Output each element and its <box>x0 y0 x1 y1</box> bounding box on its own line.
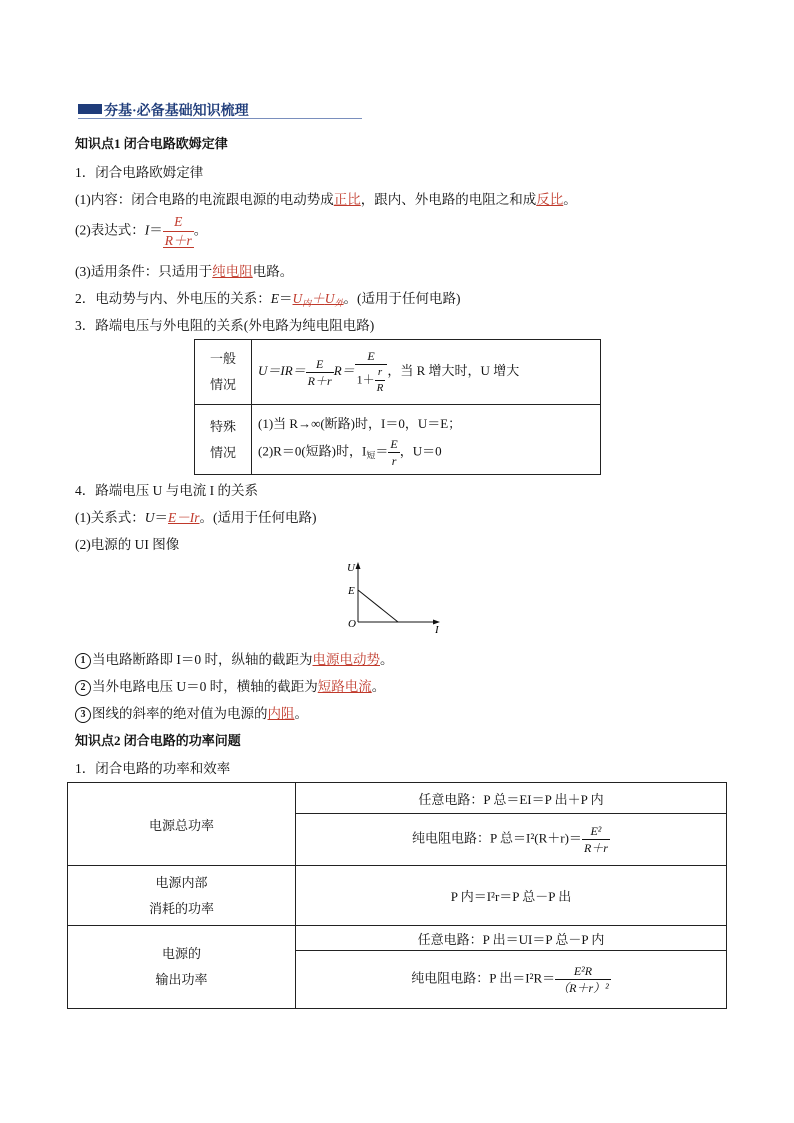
answer-inverse-ratio: 反比 <box>536 192 564 207</box>
label-line: 输出功率 <box>155 972 208 987</box>
expr-numerator: E <box>174 214 183 229</box>
expr-denominator: R＋r <box>164 232 192 248</box>
fraction-numerator: E <box>316 356 324 371</box>
inner-fraction <box>375 367 386 394</box>
output-power-label <box>68 926 296 1009</box>
kp1-title: 知识点1 闭合电路欧姆定律 <box>75 136 228 151</box>
kp1-graph-caption: (2)电源的 UI 图像 <box>75 537 180 552</box>
cell-text: 纯电阻电路：P 总＝I²(R＋r)＝ <box>412 830 582 846</box>
inner-denominator: R <box>376 382 384 394</box>
kp1-relation <box>75 506 317 526</box>
ui-graph <box>340 558 450 638</box>
power-table <box>67 782 727 1009</box>
cell-fraction <box>582 825 610 854</box>
table-row <box>195 340 601 405</box>
output-power-any-circuit: 任意电路：P 出＝UI＝P 总－P 内 <box>296 926 727 951</box>
note-text: 。 <box>294 706 308 721</box>
expr-eq: ＝ <box>149 222 163 238</box>
kp1-s2 <box>75 287 461 309</box>
s2-plus: ＋ <box>311 291 325 306</box>
table-row <box>68 866 727 926</box>
inner-numerator: r <box>377 366 383 378</box>
header-line: 一般 <box>209 351 236 366</box>
rel-eq: ＝ <box>154 510 168 525</box>
fraction-numerator: E <box>390 436 398 451</box>
label-line: 消耗的功率 <box>148 900 214 916</box>
line-eq: ＝ <box>375 442 389 458</box>
fraction-denominator: R＋r <box>307 373 332 388</box>
s2-text: 2．电动势与内、外电压的关系： <box>75 291 271 306</box>
kp2-title: 知识点2 闭合电路的功率问题 <box>75 733 241 748</box>
cond-text: (3)适用条件：只适用于 <box>75 264 213 279</box>
fraction-denominator: （R＋r）² <box>557 981 609 995</box>
s2-u-sub: 内 <box>302 298 312 308</box>
content-text: 。 <box>563 192 577 207</box>
table-row <box>68 783 727 814</box>
section-header-title: 夯基·必备基础知识梳理 <box>104 104 249 119</box>
total-power-label: 电源总功率 <box>68 783 296 866</box>
ui-line <box>358 590 398 622</box>
fraction-numerator: E <box>367 349 375 363</box>
fraction-denominator <box>355 364 388 394</box>
header-line: 情况 <box>209 377 236 392</box>
special-line-1: (1)当 R→∞(断路)时，I＝0，U＝E； <box>258 415 462 431</box>
kp1-s3: 3．路端电压与外电阻的关系(外电路为纯电阻电路) <box>75 318 375 333</box>
content-text: (1)内容：闭合电路的电流跟电源的电动势成 <box>75 192 334 207</box>
special-line-2 <box>258 438 599 467</box>
general-case-header <box>195 340 252 405</box>
s2-eq: ＝ <box>279 291 293 306</box>
expr-I: I <box>144 222 150 238</box>
circle-number-3: 3 <box>75 707 91 723</box>
general-case-formula <box>252 340 601 405</box>
s2-E: E <box>270 291 279 306</box>
s2-u2: U <box>324 291 335 306</box>
table-row <box>68 926 727 951</box>
rel-U: U <box>144 510 155 525</box>
line-tail: ，U＝0 <box>399 442 442 458</box>
cond-text: 电路。 <box>252 264 294 279</box>
note-3 <box>75 702 308 723</box>
circle-number-1: 1 <box>75 653 91 669</box>
formula-text: R＝ <box>333 362 355 378</box>
cell-text: 纯电阻电路：P 出＝I²R＝ <box>411 970 556 986</box>
note-text: 。 <box>380 652 394 667</box>
inner-power-label <box>68 866 296 926</box>
header-line: 情况 <box>209 444 236 460</box>
note-text: 当外电路电压 U＝0 时，横轴的截距为 <box>92 679 318 694</box>
special-case-content <box>252 405 601 475</box>
formula-text: U＝IR＝ <box>258 362 306 378</box>
y-axis-label: U <box>347 562 355 574</box>
s2-u: U <box>292 291 303 306</box>
expr-fraction <box>163 215 194 248</box>
kp1-condition <box>75 260 293 280</box>
s2-u2-sub: 外 <box>334 298 344 308</box>
special-case-header <box>195 405 252 475</box>
answer-u-inner <box>293 291 344 306</box>
fraction-denominator: r <box>388 452 399 467</box>
answer-pure-resistance: 纯电阻 <box>212 264 253 279</box>
answer-direct-ratio: 正比 <box>333 192 361 207</box>
line-sub: 短 <box>366 449 376 460</box>
x-axis-label: I <box>435 624 439 636</box>
kp1-content <box>75 188 577 208</box>
note-text: 图线的斜率的绝对值为电源的 <box>92 706 268 721</box>
kp1-s4: 4．路端电压 U 与电流 I 的关系 <box>75 483 258 498</box>
fraction-numerator: E²R <box>573 964 593 978</box>
circle-number-2: 2 <box>75 680 91 696</box>
note-1 <box>75 648 394 669</box>
note-text: 当电路断路即 I＝0 时，纵轴的截距为 <box>92 652 313 667</box>
label-line: 电源内部 <box>155 874 208 890</box>
content-text: ，跟内、外电路的电阻之和成 <box>360 192 537 207</box>
answer-e-minus-ir: E－Ir <box>168 510 200 525</box>
note-text: 。 <box>371 679 386 694</box>
header-line: 特殊 <box>209 418 236 434</box>
inner-power-formula: P 内＝I²r＝P 总－P 出 <box>296 866 727 926</box>
table-row <box>195 405 601 475</box>
kp1-expression <box>75 215 207 248</box>
answer-internal-resistance: 内阻 <box>267 706 295 721</box>
terminal-voltage-table <box>194 339 601 475</box>
kp2-s1: 1．闭合电路的功率和效率 <box>75 761 231 776</box>
answer-short-circuit-current: 短路电流 <box>317 679 372 694</box>
answer-emf: 电源电动势 <box>312 652 380 667</box>
formula-fraction <box>306 358 334 387</box>
formula-tail: ，当 R 增大时，U 增大 <box>387 362 520 378</box>
output-power-pure-resistance <box>296 951 727 1009</box>
total-power-pure-resistance <box>296 814 727 866</box>
fraction-denominator: R＋r <box>583 841 608 855</box>
kp1-s1: 1．闭合电路欧姆定律 <box>75 165 204 180</box>
line-text: (2)R＝0(短路)时，I <box>258 442 367 458</box>
section-header-bar <box>78 104 102 114</box>
formula-compound-fraction <box>355 350 388 394</box>
expr-end: 。 <box>193 222 208 238</box>
e-intercept-label: E <box>348 585 355 597</box>
rel-text: (1)关系式： <box>75 510 145 525</box>
y-axis-arrow <box>356 562 361 569</box>
cell-fraction <box>555 965 611 994</box>
total-power-any-circuit: 任意电路：P 总＝EI＝P 出＋P 内 <box>296 783 727 814</box>
s2-end: 。(适用于任何电路) <box>343 291 461 306</box>
rel-text: 。(适用于任何电路) <box>199 510 317 525</box>
line-fraction <box>388 438 399 467</box>
origin-label: O <box>348 618 356 630</box>
label-line: 电源的 <box>161 946 201 961</box>
note-2 <box>75 675 385 696</box>
denominator-text: 1＋ <box>356 372 375 387</box>
fraction-numerator: E² <box>590 824 602 838</box>
expr-prefix: (2)表达式： <box>75 222 145 238</box>
